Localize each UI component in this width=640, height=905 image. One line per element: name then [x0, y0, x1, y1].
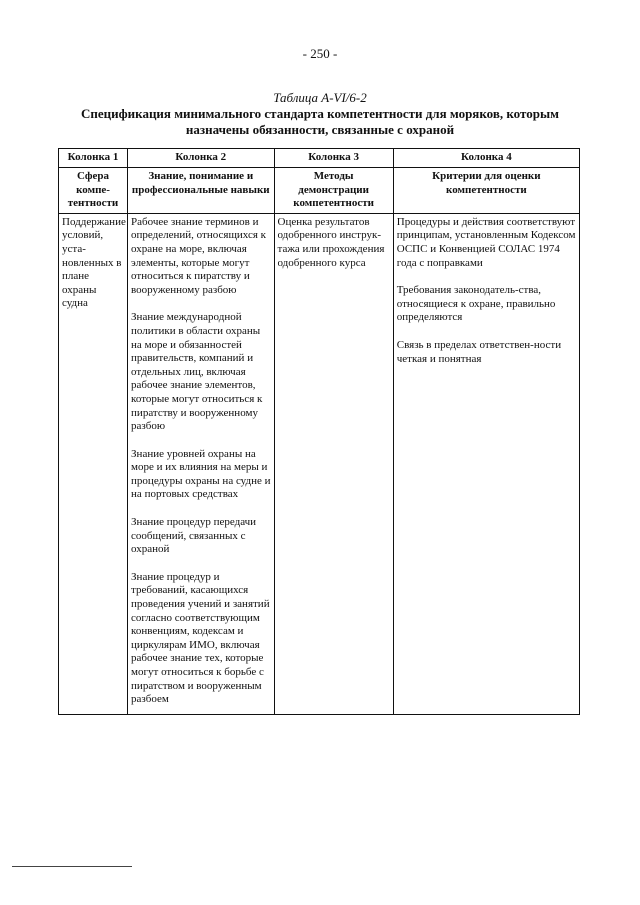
- cell-paragraph: Знание уровней охраны на море и их влияния на меры и процедуры охраны на судне и на портовых средствах: [131, 447, 271, 501]
- cell-paragraph: Оценка результатов одобренного инструк-тажа или прохождения одобренного курса: [277, 215, 385, 269]
- column-number: Колонка 1: [59, 149, 128, 168]
- table-row: [59, 213, 580, 714]
- column-number: Колонка 4: [393, 149, 579, 168]
- footer-rule: [12, 866, 132, 867]
- cell-paragraph: Поддержание условий, уста-новленных в плане охраны судна: [62, 215, 126, 310]
- document-title: Спецификация минимального стандарта компетентности для моряков, которым назначены обязанности, связанные с охраной: [81, 106, 559, 137]
- column-header: Методы демонстрации компетентности: [274, 168, 393, 214]
- column-header: Сфера компе-тентности: [59, 168, 128, 214]
- knowledge-cell: [128, 213, 274, 714]
- cell-paragraph: Знание процедур и требований, касающихся проведения учений и занятий согласно соответствующим конвенциям, кодексам и циркулярам ИМО, включая рабочее знание тех, которые могут относиться к борьбе с пиратством и вооруженным разбоем: [131, 570, 270, 706]
- column-number: Колонка 3: [274, 149, 393, 168]
- cell-paragraph: Процедуры и действия соответствуют принципам, установленным Кодексом ОСПС и Конвенцией СОЛАС 1974 года с поправками: [396, 215, 576, 269]
- cell-paragraph: Требования законодатель-ства, относящиеся к охране, правильно определяются: [396, 284, 556, 324]
- cell-paragraph: Знание международной политики в области охраны на море и обязанностей правительств, компаний и отдельных лиц, включая рабочее знание элементов, которые могут относиться к пиратству и вооруженному разбою: [131, 311, 263, 433]
- page-number: - 250 -: [302, 46, 338, 61]
- cell-paragraph: Связь в пределах ответствен-ности четкая и понятная: [396, 338, 562, 365]
- column-header: Критерии для оценки компетентности: [393, 168, 579, 214]
- cell-paragraph: Знание процедур передачи сообщений, связанных с охраной: [131, 516, 257, 556]
- competence-cell: [59, 213, 128, 714]
- cell-paragraph: Рабочее знание терминов и определений, относящихся к охране на море, включая элементы, которые могут относиться к пиратству и вооруженному разбою: [131, 215, 267, 296]
- competence-table: [58, 148, 580, 715]
- criteria-cell: [393, 213, 579, 714]
- table-caption: Таблица A-VI/6-2: [273, 90, 367, 105]
- column-header: Знание, понимание и профессиональные навыки: [128, 168, 274, 214]
- column-header-row: [59, 168, 580, 214]
- methods-cell: [274, 213, 393, 714]
- column-number: Колонка 2: [128, 149, 274, 168]
- column-number-row: [59, 149, 580, 168]
